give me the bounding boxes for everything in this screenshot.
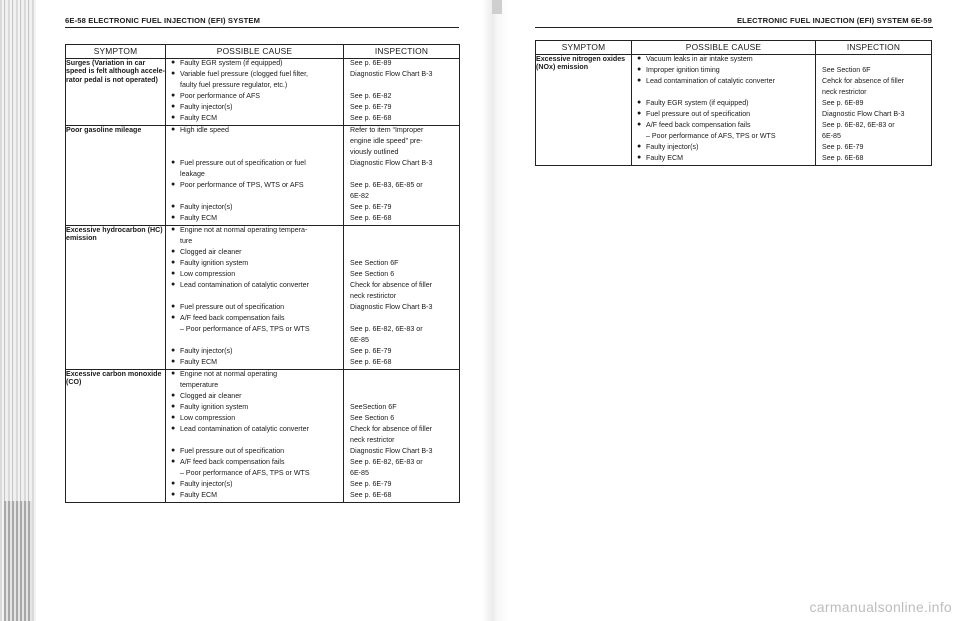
bullet-icon: ●: [171, 181, 176, 188]
cause-text: leakage: [180, 170, 205, 178]
bullet-icon: ●: [637, 77, 642, 84]
cause-text: Engine not at normal operating tempera-: [180, 226, 308, 234]
cause-line: [166, 358, 343, 369]
bullet-icon: ●: [637, 143, 642, 150]
cause-text: Fuel pressure out of specification: [180, 303, 285, 311]
cause-line: [166, 336, 343, 347]
inspection-line: See p. 6E-79: [822, 143, 864, 151]
right-page-header: ELECTRONIC FUEL INJECTION (EFI) SYSTEM 6E-59: [736, 16, 932, 25]
inspection-line: See p. 6E-82: [350, 92, 392, 100]
inspection-line: See Section 6F: [350, 259, 399, 267]
cause-line: [166, 414, 343, 425]
bullet-icon: ●: [171, 392, 176, 399]
cause-text: Faulty EGR system (if equipped): [180, 59, 283, 67]
inspection-cell: [344, 59, 460, 126]
cause-line: [166, 491, 343, 502]
cause-line: [166, 436, 343, 447]
bullet-icon: ●: [171, 347, 176, 354]
inspection-line: See Section 6F: [822, 66, 871, 74]
inspection-line: See p. 6E-82, 6E-83 or: [350, 325, 423, 333]
inspection-line: See p. 6E-68: [822, 154, 864, 162]
cause-line: [166, 370, 343, 381]
cause-line: [166, 126, 343, 137]
cause-line: [166, 480, 343, 491]
bullet-icon: ●: [171, 259, 176, 266]
cause-line: [166, 425, 343, 436]
inspection-line: Check for absence of filler: [350, 425, 433, 433]
cause-text: A/F feed back compensation fails: [180, 314, 285, 322]
inspection-line: See Section 6: [350, 270, 395, 278]
cause-line: [166, 170, 343, 181]
inspection-line: Diagnostic Flow Chart B-3: [350, 70, 433, 78]
cause-line: [166, 392, 343, 403]
cause-line: [166, 292, 343, 303]
cause-line: [166, 59, 343, 70]
cause-line: [166, 137, 343, 148]
inspection-cell: [344, 126, 460, 226]
cause-text: Faulty injector(s): [180, 203, 233, 211]
cause-text: Faulty ECM: [180, 491, 218, 499]
inspection-line: Diagnostic Flow Chart B-3: [822, 110, 905, 118]
cause-line: [632, 121, 815, 132]
inspection-line: engine idle speed” pre-: [350, 137, 423, 145]
bullet-icon: ●: [171, 458, 176, 465]
cause-text: Vacuum leaks in air intake system: [646, 55, 753, 63]
left-symptom-table: [65, 44, 460, 503]
table-row: [66, 226, 460, 370]
inspection-cell: [816, 55, 932, 166]
symptom-cell: Poor gasoline mileage: [66, 126, 166, 226]
bullet-icon: ●: [171, 447, 176, 454]
inspection-line: [344, 81, 459, 92]
inspection-line: [344, 237, 459, 248]
cause-text: High idle speed: [180, 126, 229, 134]
bullet-icon: ●: [171, 114, 176, 121]
cause-line: [632, 132, 815, 143]
cause-text: Low compression: [180, 270, 236, 278]
cause-line: [166, 214, 343, 225]
cause-text: Faulty injector(s): [646, 143, 699, 151]
inspection-line: [344, 248, 459, 259]
cause-line: [166, 447, 343, 458]
bullet-icon: ●: [171, 370, 176, 377]
cause-line: [166, 148, 343, 159]
cause-line: [166, 381, 343, 392]
bullet-icon: ●: [171, 303, 176, 310]
cause-text: Clogged air cleaner: [180, 248, 242, 256]
cause-text: Variable fuel pressure (clogged fuel filter,: [180, 70, 309, 78]
inspection-line: 6E-82: [350, 192, 369, 200]
cause-line: [166, 281, 343, 292]
bullet-icon: ●: [171, 126, 176, 133]
inspection-line: See p. 6E-68: [350, 358, 392, 366]
inspection-line: See p. 6E-82, 6E-83 or: [350, 458, 423, 466]
inspection-line: [344, 226, 459, 237]
symptom-cell: Surges (Variation in car speed is felt although accele- rator pedal is not operated): [66, 59, 166, 126]
cause-text: Faulty EGR system (if equipped): [646, 99, 749, 107]
cause-text: Faulty ECM: [180, 214, 218, 222]
cause-text: temperature: [180, 381, 219, 389]
bullet-icon: ●: [171, 214, 176, 221]
cause-text: Faulty ignition system: [180, 259, 249, 267]
possible-cause-cell: [166, 370, 344, 503]
cause-text: Faulty ignition system: [180, 403, 249, 411]
inspection-line: See p. 6E-83, 6E-85 or: [350, 181, 423, 189]
cause-line: [166, 403, 343, 414]
cause-line: [166, 70, 343, 81]
table-row: [66, 59, 460, 126]
bullet-icon: ●: [637, 99, 642, 106]
inspection-line: neck restrictor: [822, 88, 867, 96]
symptom-column-header: SYMPTOM: [66, 45, 166, 59]
cause-line: [166, 181, 343, 192]
inspection-line: Diagnostic Flow Chart B-3: [350, 447, 433, 455]
bullet-icon: ●: [171, 414, 176, 421]
inspection-line: See p. 6E-79: [350, 480, 392, 488]
inspection-line: See p. 6E-79: [350, 103, 392, 111]
bullet-icon: ●: [171, 425, 176, 432]
possible-cause-cell: [166, 59, 344, 126]
bullet-icon: ●: [637, 110, 642, 117]
cause-line: [166, 347, 343, 358]
possible-cause-column-header: POSSIBLE CAUSE: [166, 45, 344, 59]
inspection-line: See Section 6: [350, 414, 395, 422]
cause-line: [166, 114, 343, 125]
right-header-rule: [535, 27, 933, 28]
cause-text: – Poor performance of AFS, TPS or WTS: [180, 469, 310, 477]
bullet-icon: ●: [171, 491, 176, 498]
bullet-icon: ●: [171, 403, 176, 410]
cause-line: [166, 248, 343, 259]
cause-line: [166, 226, 343, 237]
table-row: [66, 126, 460, 226]
bullet-icon: ●: [171, 226, 176, 233]
cause-text: Fuel pressure out of specification: [180, 447, 285, 455]
inspection-line: Diagnostic Flow Chart B-3: [350, 303, 433, 311]
cause-line: [166, 81, 343, 92]
inspection-line: viously outlined: [350, 148, 399, 156]
cause-line: [632, 77, 815, 88]
cause-line: [632, 110, 815, 121]
cause-line: [632, 55, 815, 66]
cause-text: – Poor performance of AFS, TPS or WTS: [646, 132, 776, 140]
cause-line: [632, 88, 815, 99]
inspection-line: 6E-85: [350, 469, 369, 477]
cause-text: Faulty ECM: [180, 114, 218, 122]
bullet-icon: ●: [637, 66, 642, 73]
cause-text: Poor performance of TPS, WTS or AFS: [180, 181, 304, 189]
bullet-icon: ●: [171, 480, 176, 487]
inspection-line: Cehck for absence of filler: [822, 77, 905, 85]
inspection-line: See p. 6E-82, 6E-83 or: [822, 121, 895, 129]
cause-text: Faulty injector(s): [180, 480, 233, 488]
bullet-icon: ●: [171, 70, 176, 77]
bullet-icon: ●: [637, 121, 642, 128]
inspection-line: Check for absence of filler: [350, 281, 433, 289]
binding-strip: [0, 0, 36, 621]
cause-line: [166, 259, 343, 270]
bullet-icon: ●: [171, 103, 176, 110]
possible-cause-column-header: POSSIBLE CAUSE: [632, 41, 816, 55]
cause-line: [166, 469, 343, 480]
gutter-mark: [492, 0, 502, 14]
symptom-cell: Excessive hydrocarbon (HC) emission: [66, 226, 166, 370]
inspection-line: Refer to item “Improper: [350, 126, 424, 134]
bullet-icon: ●: [637, 154, 642, 161]
cause-text: faulty fuel pressure regulator, etc.): [180, 81, 288, 89]
cause-text: Faulty injector(s): [180, 347, 233, 355]
bullet-icon: ●: [171, 203, 176, 210]
inspection-line: See p. 6E-79: [350, 347, 392, 355]
inspection-column-header: INSPECTION: [816, 41, 932, 55]
bullet-icon: ●: [171, 281, 176, 288]
inspection-line: [816, 55, 931, 66]
bullet-icon: ●: [171, 159, 176, 166]
inspection-line: See p. 6E-68: [350, 214, 392, 222]
cause-text: Fuel pressure out of specification: [646, 110, 751, 118]
cause-line: [166, 92, 343, 103]
bullet-icon: ●: [171, 358, 176, 365]
inspection-line: [344, 381, 459, 392]
bullet-icon: ●: [171, 270, 176, 277]
inspection-line: [344, 314, 459, 325]
table-row: [66, 370, 460, 503]
inspection-line: See p. 6E-68: [350, 491, 392, 499]
cause-line: [166, 314, 343, 325]
bullet-icon: ●: [171, 59, 176, 66]
cause-text: Lead contamination of catalytic converter: [646, 77, 775, 85]
right-symptom-table: [535, 40, 932, 166]
cause-line: [632, 99, 815, 110]
inspection-line: SeeSection 6F: [350, 403, 397, 411]
cause-text: – Poor performance of AFS, TPS or WTS: [180, 325, 310, 333]
symptom-cell: Excessive nitrogen oxides (NOx) emission: [536, 55, 632, 166]
inspection-line: [344, 370, 459, 381]
cause-text: Faulty ECM: [180, 358, 218, 366]
table-header-row: [536, 41, 932, 55]
inspection-line: neck restrictor: [350, 436, 395, 444]
cause-text: Fuel pressure out of specification or fuel: [180, 159, 306, 167]
table-row: [536, 55, 932, 166]
cause-text: Improper ignition timing: [646, 66, 720, 74]
inspection-line: See p. 6E-89: [350, 59, 392, 67]
bullet-icon: ●: [171, 314, 176, 321]
inspection-line: See p. 6E-79: [350, 203, 392, 211]
possible-cause-cell: [166, 226, 344, 370]
cause-line: [632, 154, 815, 165]
inspection-line: [344, 392, 459, 403]
cause-line: [632, 66, 815, 77]
inspection-cell: [344, 370, 460, 503]
possible-cause-cell: [632, 55, 816, 166]
inspection-line: See p. 6E-68: [350, 114, 392, 122]
left-page-header: 6E-58 ELECTRONIC FUEL INJECTION (EFI) SYSTEM: [65, 16, 261, 25]
bullet-icon: ●: [171, 248, 176, 255]
possible-cause-cell: [166, 126, 344, 226]
bullet-icon: ●: [637, 55, 642, 62]
watermark-text: carmanualsonline.info: [809, 599, 952, 615]
cause-text: Clogged air cleaner: [180, 392, 242, 400]
inspection-cell: [344, 226, 460, 370]
cause-line: [166, 192, 343, 203]
cause-text: Poor performance of AFS: [180, 92, 261, 100]
inspection-line: neck restirictor: [350, 292, 397, 300]
cause-line: [166, 303, 343, 314]
cause-text: A/F feed back compensation fails: [180, 458, 285, 466]
cause-line: [166, 237, 343, 248]
cause-line: [166, 103, 343, 114]
cause-text: Low compression: [180, 414, 236, 422]
cause-text: Engine not at normal operating: [180, 370, 278, 378]
inspection-line: See p. 6E-89: [822, 99, 864, 107]
page-gutter: [482, 0, 508, 621]
bullet-icon: ●: [171, 92, 176, 99]
cause-line: [166, 458, 343, 469]
cause-text: Faulty injector(s): [180, 103, 233, 111]
left-header-rule: [65, 27, 459, 28]
cause-line: [166, 159, 343, 170]
symptom-column-header: SYMPTOM: [536, 41, 632, 55]
cause-text: Faulty ECM: [646, 154, 684, 162]
cause-line: [166, 270, 343, 281]
table-header-row: [66, 45, 460, 59]
cause-text: Lead contamination of catalytic converter: [180, 425, 309, 433]
cause-text: Lead contamination of catalytic converter: [180, 281, 309, 289]
cause-text: A/F feed back compensation fails: [646, 121, 751, 129]
inspection-column-header: INSPECTION: [344, 45, 460, 59]
cause-line: [166, 325, 343, 336]
inspection-line: [344, 170, 459, 181]
cause-text: ture: [180, 237, 193, 245]
cause-line: [632, 143, 815, 154]
inspection-line: 6E-85: [350, 336, 369, 344]
cause-line: [166, 203, 343, 214]
symptom-cell: Excessive carbon monoxide (CO): [66, 370, 166, 503]
inspection-line: Diagnostic Flow Chart B-3: [350, 159, 433, 167]
inspection-line: 6E-85: [822, 132, 841, 140]
